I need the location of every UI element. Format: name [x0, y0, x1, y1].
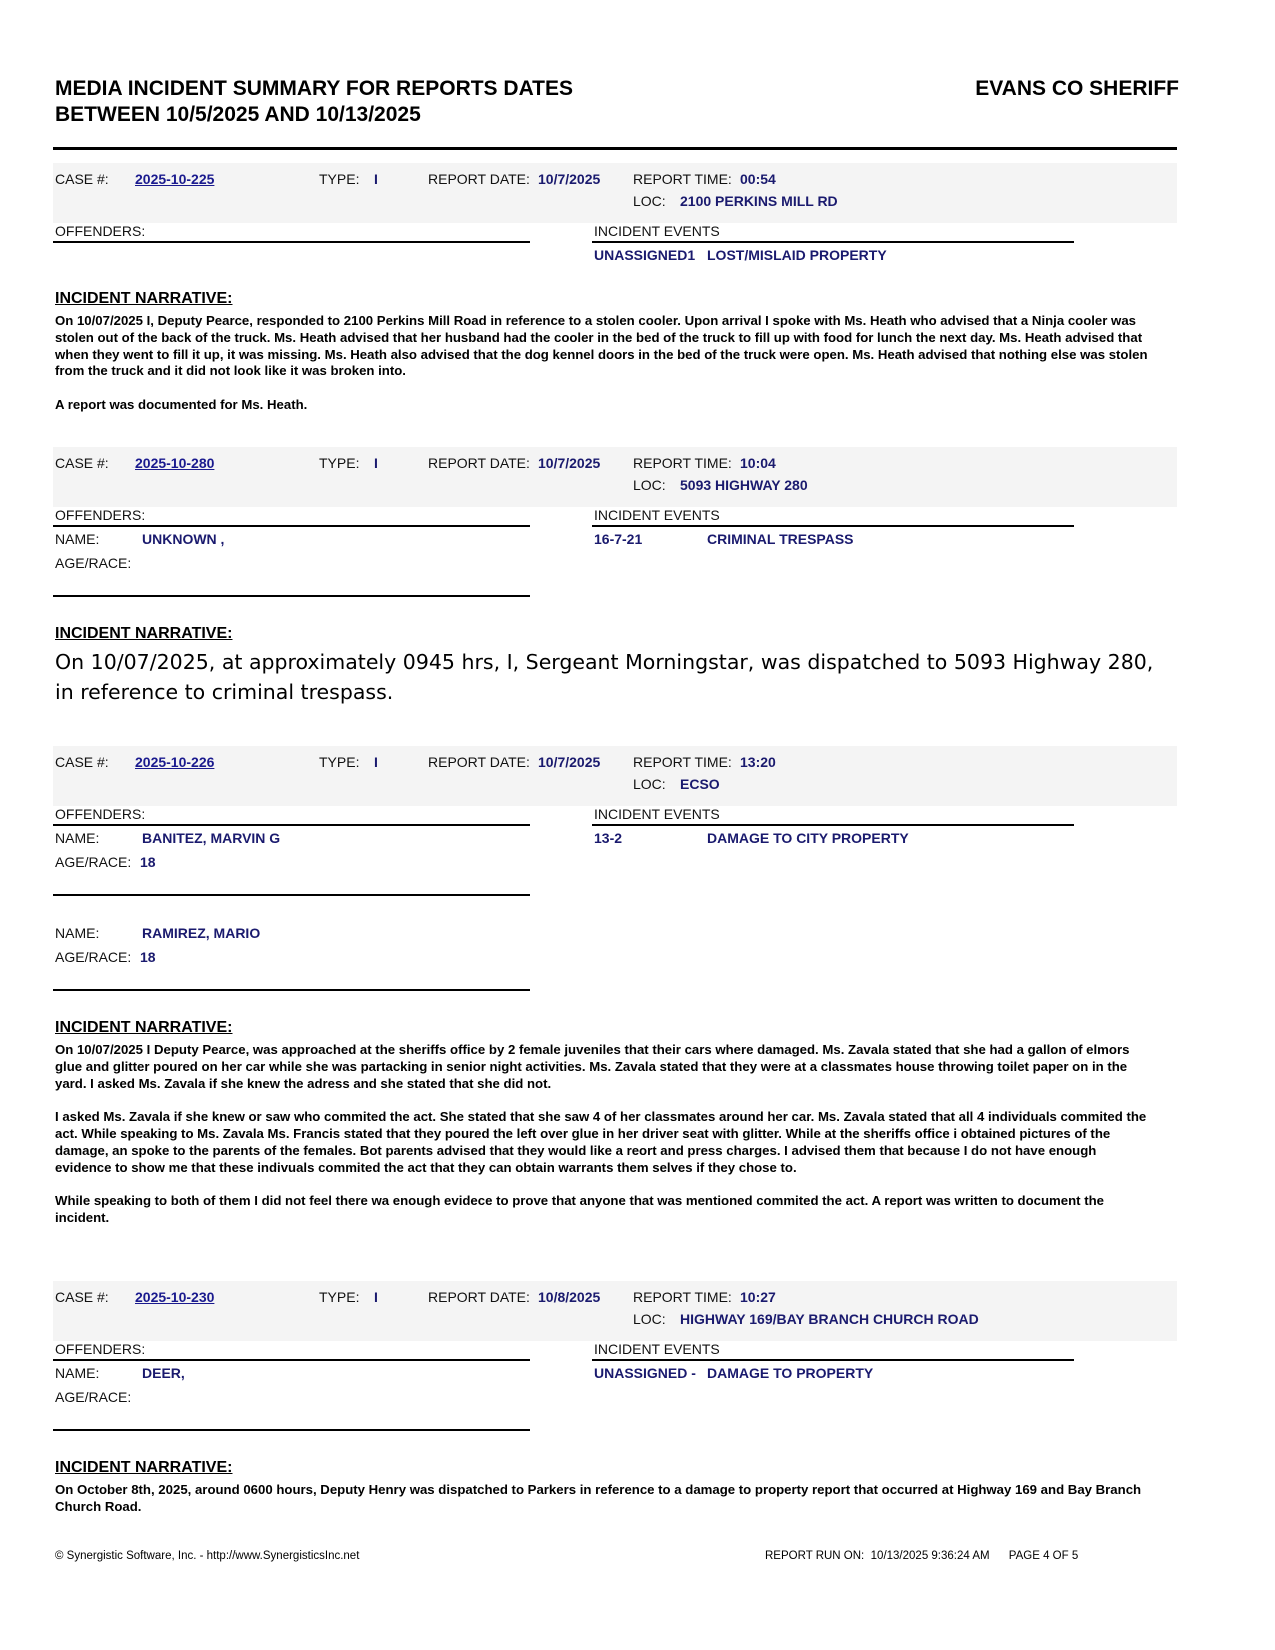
narrative-paragraph: I asked Ms. Zavala if she knew or saw who commited the act. She stated that she saw 4 of her classmates around her car. Ms. Zavala stated that all 4 individuals commited the act. While speaking to Ms. Zavala Ms. Francis stated that they poured the left over glue in her driver seat with glitter. While at the sheriffs office i obtained pictures of the damage, an spoke to the parents of the females. Bot parents advised that they would like a reort and press charges. I advised them that because I do not have enough evidence to show me that these indivuals commited the act that they can obtain warrants them selves if they chose to. — [55, 1109, 1147, 1175]
offender-name: BANITEZ, MARVIN G — [142, 830, 281, 846]
offender-name-label: NAME: — [55, 830, 100, 846]
case-number-link[interactable]: 2025-10-230 — [135, 1289, 215, 1305]
loc-label: LOC: — [633, 776, 666, 792]
offender-name-label: NAME: — [55, 1365, 100, 1381]
loc-value: 2100 PERKINS MILL RD — [680, 193, 838, 209]
loc-label: LOC: — [633, 1311, 666, 1327]
offenders-label: OFFENDERS: — [55, 223, 146, 239]
case-header-band — [53, 746, 1177, 806]
narrative-paragraph: On 10/07/2025 I, Deputy Pearce, responded to 2100 Perkins Mill Road in reference to a stolen cooler. Upon arrival I spoke with Ms. Heath who advised that a Ninja cooler was stolen out of the back of the truck. Ms. Heath advised that her husband had the cooler in the bed of the truck to fill up with food for lunch the next day. Ms. Heath advised that when they went to fill it up, it was missing. Ms. Heath also advised that the dog kennel doors in the bed of the truck were open. Ms. Heath advised that nothing else was stolen from the truck and it did not look like it was broken into. — [55, 313, 1148, 379]
event-description: DAMAGE TO PROPERTY — [707, 1365, 874, 1381]
loc-value: HIGHWAY 169/BAY BRANCH CHURCH ROAD — [680, 1311, 979, 1327]
event-code: UNASSIGNED - — [594, 1365, 696, 1381]
incident-narrative — [55, 1042, 1155, 1227]
offenders-label: OFFENDERS: — [55, 1341, 146, 1357]
case-label: CASE #: — [55, 455, 109, 471]
type-value: I — [374, 754, 378, 770]
age-race-value: 18 — [140, 949, 156, 965]
narrative-paragraph: On 10/07/2025 I Deputy Pearce, was approached at the sheriffs office by 2 female juveniles that their cars where damaged. Ms. Zavala stated that she had a gallon of elmors glue and glitter poured on her car while she was partacking in senior night activities. Ms. Zavala stated that they were at a classmates house throwing toilet paper on in the yard. I asked Ms. Zavala if she knew the adress and she stated that she did not. — [55, 1042, 1130, 1091]
offender-rule — [53, 595, 530, 597]
narrative-paragraph: A report was documented for Ms. Heath. — [55, 396, 308, 412]
report-time-value: 10:27 — [740, 1289, 776, 1305]
case-label: CASE #: — [55, 754, 109, 770]
case-number-link[interactable]: 2025-10-226 — [135, 754, 215, 770]
event-description: LOST/MISLAID PROPERTY — [707, 247, 887, 263]
report-date-label: REPORT DATE: — [428, 171, 530, 187]
offenders-rule — [53, 1359, 530, 1361]
incident-events-label: INCIDENT EVENTS — [594, 507, 720, 523]
type-value: I — [374, 171, 378, 187]
type-label: TYPE: — [319, 1289, 360, 1305]
report-time-value: 00:54 — [740, 171, 776, 187]
event-code: UNASSIGNED1 — [594, 247, 696, 263]
incident-events-label: INCIDENT EVENTS — [594, 806, 720, 822]
loc-label: LOC: — [633, 193, 666, 209]
events-rule — [592, 1359, 1074, 1361]
offender-name-label: NAME: — [55, 531, 100, 547]
loc-value: ECSO — [680, 776, 720, 792]
loc-label: LOC: — [633, 477, 666, 493]
type-value: I — [374, 455, 378, 471]
type-value: I — [374, 1289, 378, 1305]
report-date-label: REPORT DATE: — [428, 754, 530, 770]
offenders-rule — [53, 525, 530, 527]
footer-run-info — [765, 1550, 1078, 1562]
age-race-label: AGE/RACE: — [55, 555, 132, 571]
report-date-label: REPORT DATE: — [428, 455, 530, 471]
offender-rule — [53, 894, 530, 896]
report-time-label: REPORT TIME: — [633, 1289, 732, 1305]
report-time-value: 13:20 — [740, 754, 776, 770]
type-label: TYPE: — [319, 171, 360, 187]
offenders-rule — [53, 241, 530, 243]
age-race-label: AGE/RACE: — [55, 949, 132, 965]
footer-copyright: © Synergistic Software, Inc. - http://www.SynergisticsInc.net — [55, 1550, 360, 1562]
narrative-paragraph: While speaking to both of them I did not feel there wa enough evidece to prove that anyone that was mentioned commited the act. A report was written to document the incident. — [55, 1193, 1105, 1225]
report-date-label: REPORT DATE: — [428, 1289, 530, 1305]
incident-events-label: INCIDENT EVENTS — [594, 1341, 720, 1357]
event-description: CRIMINAL TRESPASS — [707, 531, 854, 547]
offender-name: UNKNOWN , — [142, 531, 225, 547]
incident-events-label: INCIDENT EVENTS — [594, 223, 720, 239]
type-label: TYPE: — [319, 455, 360, 471]
agency-name: EVANS CO SHERIFF — [975, 77, 1179, 100]
report-date-value: 10/7/2025 — [538, 171, 601, 187]
incident-narrative — [55, 313, 1155, 414]
header-divider — [53, 147, 1177, 150]
report-date-value: 10/7/2025 — [538, 754, 601, 770]
narrative-heading: INCIDENT NARRATIVE: — [55, 625, 233, 642]
report-run-timestamp: 10/13/2025 9:36:24 AM — [870, 1550, 990, 1562]
report-date-value: 10/7/2025 — [538, 455, 601, 471]
report-run-label: REPORT RUN ON: — [765, 1550, 865, 1562]
age-race-label: AGE/RACE: — [55, 854, 132, 870]
offender-name-label: NAME: — [55, 925, 100, 941]
case-header-band — [53, 1281, 1177, 1341]
offenders-label: OFFENDERS: — [55, 507, 146, 523]
case-number-link[interactable]: 2025-10-280 — [135, 455, 215, 471]
events-rule — [592, 824, 1074, 826]
offender-rule — [53, 989, 530, 991]
offender-name: DEER, — [142, 1365, 185, 1381]
case-label: CASE #: — [55, 1289, 109, 1305]
narrative-heading: INCIDENT NARRATIVE: — [55, 290, 233, 307]
report-date-value: 10/8/2025 — [538, 1289, 601, 1305]
loc-value: 5093 HIGHWAY 280 — [680, 477, 808, 493]
report-title: MEDIA INCIDENT SUMMARY FOR REPORTS DATES BETWEEN 10/5/2025 AND 10/13/2025 — [55, 77, 574, 126]
report-time-value: 10:04 — [740, 455, 776, 471]
report-time-label: REPORT TIME: — [633, 455, 732, 471]
incident-narrative — [55, 1482, 1155, 1516]
offender-name: RAMIREZ, MARIO — [142, 925, 261, 941]
case-label: CASE #: — [55, 171, 109, 187]
page-number: PAGE 4 OF 5 — [1008, 1550, 1079, 1562]
narrative-heading: INCIDENT NARRATIVE: — [55, 1459, 233, 1476]
report-time-label: REPORT TIME: — [633, 754, 732, 770]
offender-rule — [53, 1429, 530, 1431]
offenders-rule — [53, 824, 530, 826]
incident-narrative: On 10/07/2025, at approximately 0945 hrs, I, Sergeant Morningstar, was dispatched to 5093 Highway 280, in reference to criminal trespass. — [55, 650, 1154, 704]
events-rule — [592, 525, 1074, 527]
events-rule — [592, 241, 1074, 243]
event-description: DAMAGE TO CITY PROPERTY — [707, 830, 909, 846]
case-header-band — [53, 447, 1177, 507]
event-code: 13-2 — [594, 830, 623, 846]
type-label: TYPE: — [319, 754, 360, 770]
case-header-band — [53, 163, 1177, 223]
report-time-label: REPORT TIME: — [633, 171, 732, 187]
age-race-value: 18 — [140, 854, 156, 870]
case-number-link[interactable]: 2025-10-225 — [135, 171, 215, 187]
narrative-heading: INCIDENT NARRATIVE: — [55, 1019, 233, 1036]
age-race-label: AGE/RACE: — [55, 1389, 132, 1405]
offenders-label: OFFENDERS: — [55, 806, 146, 822]
narrative-paragraph: On October 8th, 2025, around 0600 hours, Deputy Henry was dispatched to Parkers in reference to a damage to property report that occurred at Highway 169 and Bay Branch Church Road. — [55, 1482, 1142, 1514]
event-code: 16-7-21 — [594, 531, 643, 547]
